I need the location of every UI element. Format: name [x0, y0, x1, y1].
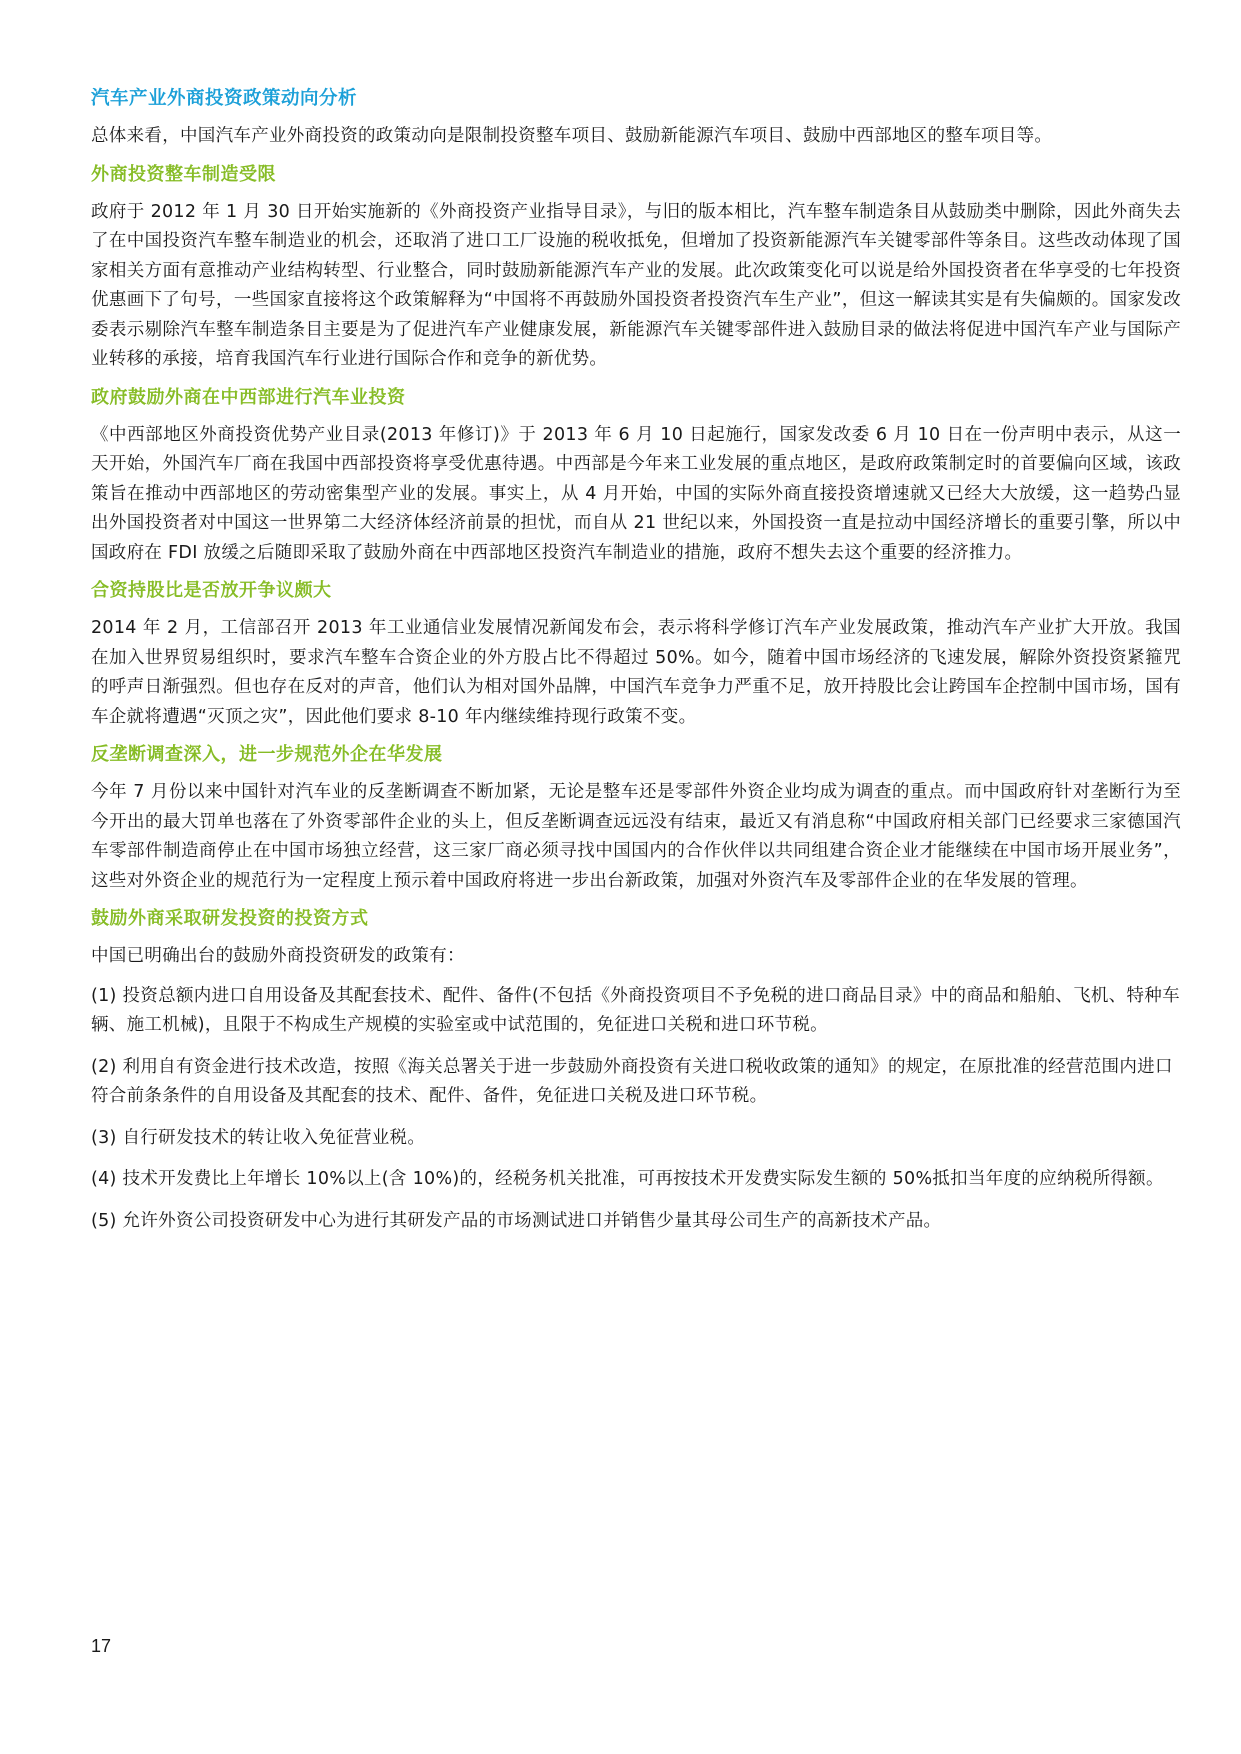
policy-list-item: (4) 技术开发费比上年增长 10%以上(含 10%)的，经税务机关批准，可再按技术开发费实际发生额的 50%抵扣当年度的应纳税所得额。 — [91, 1169, 1164, 1189]
section-body-restriction: 政府于 2012 年 1 月 30 日开始实施新的《外商投资产业指导目录》，与旧的版本相比，汽车整车制造条目从鼓励类中删除，因此外商失去了在中国投资汽车整车制造业的机会，还取消了进口工厂设施的税收抵免，但增加了投资新能源汽车关键零部件等条目。这些改动体现了国家相关方面有意推动产业结构转型、行业整合，同时鼓励新能源汽车产业的发展。此次政策变化可以说是给外国投资者在华享受的七年投资优惠画下了句号，一些国家直接将这个政策解释为“中国将不再鼓励外国投资者投资汽车生产业”，但这一解读其实是有失偏颇的。国家发改委表示剔除汽车整车制造条目主要是为了促进汽车产业健康发展，新能源汽车关键零部件进入鼓励目录的做法将促进中国汽车产业与国际产业转移的承接，培育我国汽车行业进行国际合作和竞争的新优势。 — [91, 201, 1181, 369]
section-body-joint-venture: 2014 年 2 月，工信部召开 2013 年工业通信业发展情况新闻发布会，表示将科学修订汽车产业发展政策，推动汽车产业扩大开放。我国在加入世界贸易组织时，要求汽车整车合资企业的外方股占比不得超过 50%。如今，随着中国市场经济的飞速发展，解除外资投资紧箍咒的呼声日渐强烈。但也存在反对的声音，他们认为相对国外品牌，中国汽车竞争力严重不足，放开持股比会让跨国车企控制中国市场，国有车企就将遭遇“灭顶之灾”，因此他们要求 8-10 年内继续维持现行政策不变。 — [91, 618, 1181, 727]
section-heading-joint-venture: 合资持股比是否放开争议颇大 — [91, 580, 332, 601]
section-heading-restriction: 外商投资整车制造受限 — [91, 163, 276, 185]
intro-paragraph: 总体来看，中国汽车产业外商投资的政策动向是限制投资整车项目、鼓励新能源汽车项目、鼓励中西部地区的整车项目等。 — [91, 126, 1053, 146]
policy-list-item: (5) 允许外资公司投资研发中心为进行其研发产品的市场测试进口并销售少量其母公司生产的高新技术产品。 — [91, 1210, 942, 1231]
section-body-central-west: 《中西部地区外商投资优势产业目录(2013 年修订)》于 2013 年 6 月 10 日起施行，国家发改委 6 月 10 日在一份声明中表示，从这一天开始，外国汽车厂商在我国中西部投资将享受优惠待遇。中西部是今年来工业发展的重点地区，是政府政策制定时的首要偏向区域，该政策旨在推动中西部地区的劳动密集型产业的发展。事实上，从 4 月开始，中国的实际外商直接投资增速就又已经大大放缓，这一趋势凸显出外国投资者对中国这一世界第二大经济体经济前景的担忧，而自从 21 世纪以来，外国投资一直是拉动中国经济增长的重要引擎，所以中国政府在 FDI 放缓之后随即采取了鼓励外商在中西部地区投资汽车制造业的措施，政府不想失去这个重要的经济推力。 — [91, 424, 1181, 563]
section-heading-rd-investment: 鼓励外商采取研发投资的投资方式 — [91, 908, 369, 929]
page-title: 汽车产业外商投资政策动向分析 — [91, 88, 358, 109]
policy-list-item: (1) 投资总额内进口自用设备及其配套技术、配件、备件(不包括《外商投资项目不予免税的进口商品目录》中的商品和船舶、飞机、特种车辆、施工机械)，且限于不构成生产规模的实验室或中试范围的，免征进口关税和进口环节税。 — [91, 985, 1180, 1035]
document-page — [91, 86, 1181, 1248]
policy-list-item: (3) 自行研发技术的转让收入免征营业税。 — [91, 1127, 426, 1148]
section-heading-antitrust: 反垄断调查深入，进一步规范外企在华发展 — [91, 744, 443, 765]
section-heading-central-west: 政府鼓励外商在中西部进行汽车业投资 — [91, 386, 406, 408]
policy-list-item: (2) 利用自有资金进行技术改造，按照《海关总署关于进一步鼓励外商投资有关进口税收政策的通知》的规定，在原批准的经营范围内进口符合前条条件的自用设备及其配套的技术、配件、备件，免征进口关税及进口环节税。 — [91, 1056, 1173, 1106]
section-body-rd-investment: 中国已明确出台的鼓励外商投资研发的政策有： — [91, 946, 465, 966]
page-number: 17 — [91, 1636, 112, 1656]
section-body-antitrust: 今年 7 月份以来中国针对汽车业的反垄断调查不断加紧，无论是整车还是零部件外资企业均成为调查的重点。而中国政府针对垄断行为至今开出的最大罚单也落在了外资零部件企业的头上，但反垄断调查远远没有结束，最近又有消息称“中国政府相关部门已经要求三家德国汽车零部件制造商停止在中国市场独立经营，这三家厂商必须寻找中国国内的合作伙伴以共同组建合资企业才能继续在中国市场开展业务”，这些对外资企业的规范行为一定程度上预示着中国政府将进一步出台新政策，加强对外资汽车及零部件企业的在华发展的管理。 — [91, 782, 1181, 891]
